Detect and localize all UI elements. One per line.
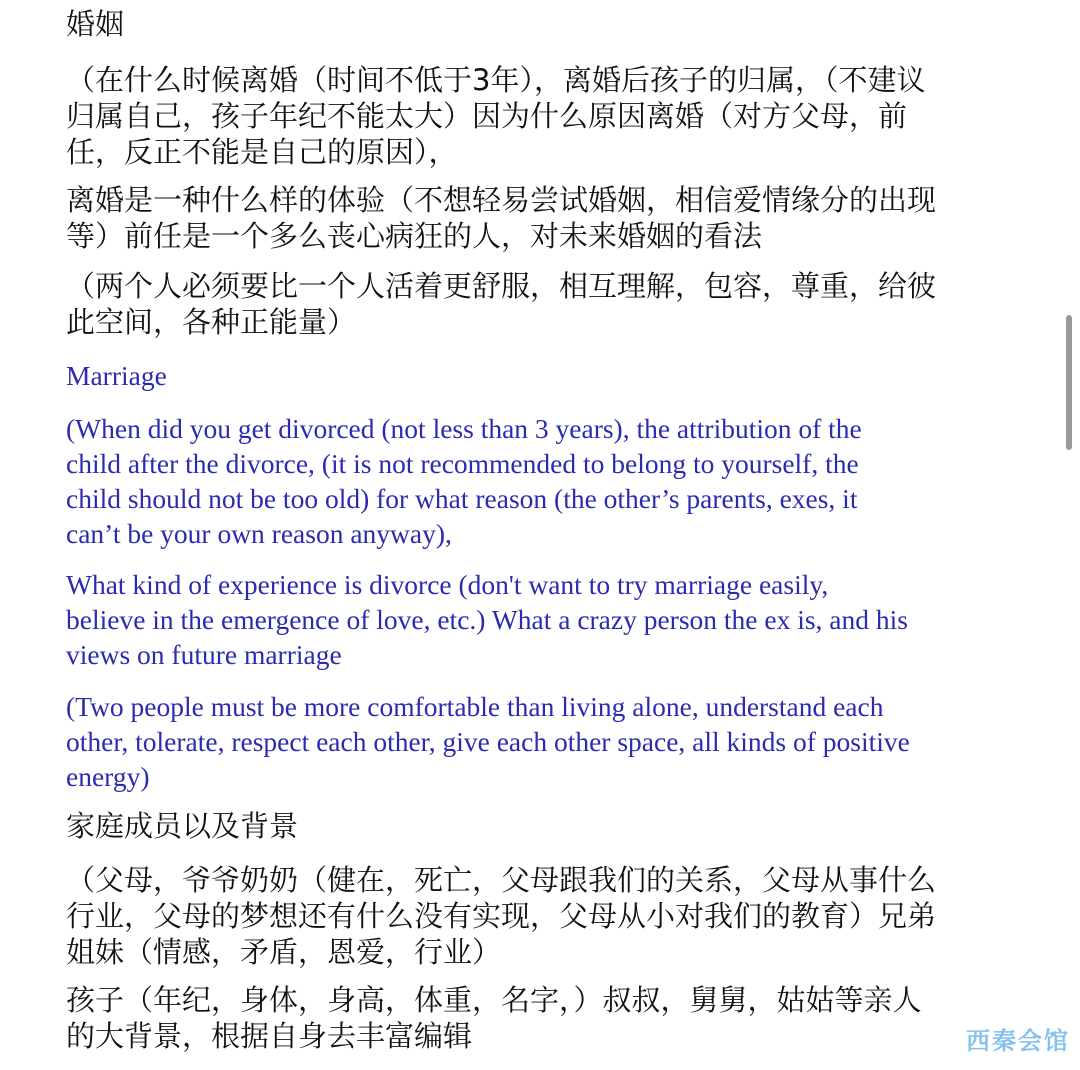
- zh-paragraph-parents: （父母，爷爷奶奶（健在，死亡，父母跟我们的关系，父母从事什么 行业，父母的梦想还有什么没有实现，父母从小对我们的教育）兄弟 姐妹（情感，矛盾，恩爱，行业）: [66, 863, 937, 969]
- en-paragraph-two-people: (Two people must be more comfortable than living alone, understand each other, tolerate, respect each other, give each other space, all kinds of positive energy): [66, 691, 910, 792]
- zh-paragraph-divorce-experience: 离婚是一种什么样的体验（不想轻易尝试婚姻，相信爱情缘分的出现 等）前任是一个多么丧心病狂的人，对未来婚姻的看法: [66, 183, 937, 253]
- vertical-scrollbar[interactable]: [1066, 315, 1072, 450]
- zh-paragraph-two-people: （两个人必须要比一个人活着更舒服，相互理解，包容，尊重，给彼 此空间，各种正能量）: [66, 269, 937, 339]
- watermark-logo: 西秦会馆: [966, 1027, 1070, 1055]
- en-paragraph-divorce-time: (When did you get divorced (not less than 3 years), the attribution of the child after the divorce, (it is not recommended to belong to yourself, the child should not be too old) for what reason (the other’s parents, exes, it can’t be your own reason anyway),: [66, 413, 862, 549]
- zh-paragraph-children: 孩子（年纪，身体，身高，体重，名字，）叔叔，舅舅，姑姑等亲人 的大背景，根据自身去丰富编辑: [66, 983, 922, 1053]
- zh-heading-marriage: 婚姻: [66, 7, 125, 41]
- en-paragraph-divorce-experience: What kind of experience is divorce (don't want to try marriage easily, believe in the emergence of love, etc.) What a crazy person the ex is, and his views on future marriage: [66, 569, 908, 670]
- zh-paragraph-divorce-time: （在什么时候离婚（时间不低于3年），离婚后孩子的归属，（不建议 归属自己，孩子年纪不能太大）因为什么原因离婚（对方父母，前 任，反正不能是自己的原因），: [66, 63, 926, 169]
- zh-heading-family: 家庭成员以及背景: [66, 809, 299, 843]
- en-heading-marriage: Marriage: [66, 360, 167, 391]
